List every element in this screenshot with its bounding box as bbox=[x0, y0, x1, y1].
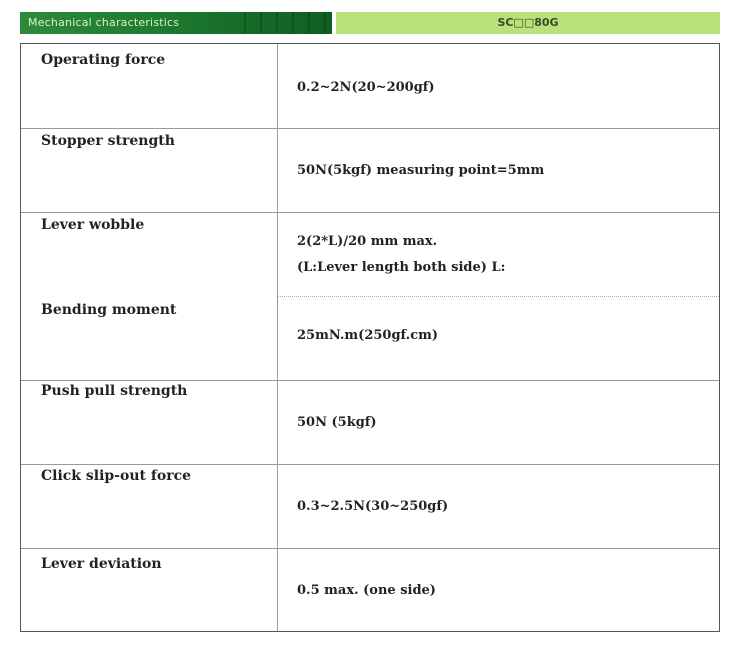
spec-value-lever-wobble-line1: 2(2*L)/20 mm max. bbox=[297, 234, 438, 249]
spec-label-push-pull-strength: Push pull strength bbox=[41, 383, 188, 399]
spec-label-operating-force: Operating force bbox=[41, 52, 166, 68]
column-divider bbox=[277, 44, 278, 631]
row-divider bbox=[21, 548, 719, 549]
spec-value-push-pull-strength: 50N (5kgf) bbox=[297, 415, 377, 430]
row-divider bbox=[21, 380, 719, 381]
spec-label-click-slip-out-force: Click slip-out force bbox=[41, 468, 192, 484]
spec-value-stopper-strength: 50N(5kgf) measuring point=5mm bbox=[297, 163, 545, 178]
spec-label-lever-wobble: Lever wobble bbox=[41, 217, 145, 233]
spec-label-bending-moment: Bending moment bbox=[41, 302, 177, 318]
spec-value-bending-moment: 25mN.m(250gf.cm) bbox=[297, 328, 439, 343]
model-name: SC□□80G bbox=[497, 16, 559, 29]
row-divider bbox=[21, 128, 719, 129]
spec-table bbox=[20, 43, 720, 632]
spec-value-operating-force: 0.2~2N(20~200gf) bbox=[297, 80, 435, 95]
row-divider bbox=[21, 464, 719, 465]
spec-value-click-slip-out-force: 0.3~2.5N(30~250gf) bbox=[297, 499, 449, 514]
row-divider bbox=[21, 212, 719, 213]
section-header-bar bbox=[20, 12, 332, 34]
section-title: Mechanical characteristics bbox=[28, 16, 180, 29]
spec-label-stopper-strength: Stopper strength bbox=[41, 133, 175, 149]
row-divider-dotted bbox=[278, 296, 719, 297]
spec-label-lever-deviation: Lever deviation bbox=[41, 556, 162, 572]
header-stripe-decoration bbox=[230, 12, 330, 34]
spec-value-lever-deviation: 0.5 max. (one side) bbox=[297, 583, 436, 598]
spec-value-lever-wobble-line2: (L:Lever length both side) L: bbox=[297, 260, 506, 275]
model-header-bar bbox=[336, 12, 720, 34]
